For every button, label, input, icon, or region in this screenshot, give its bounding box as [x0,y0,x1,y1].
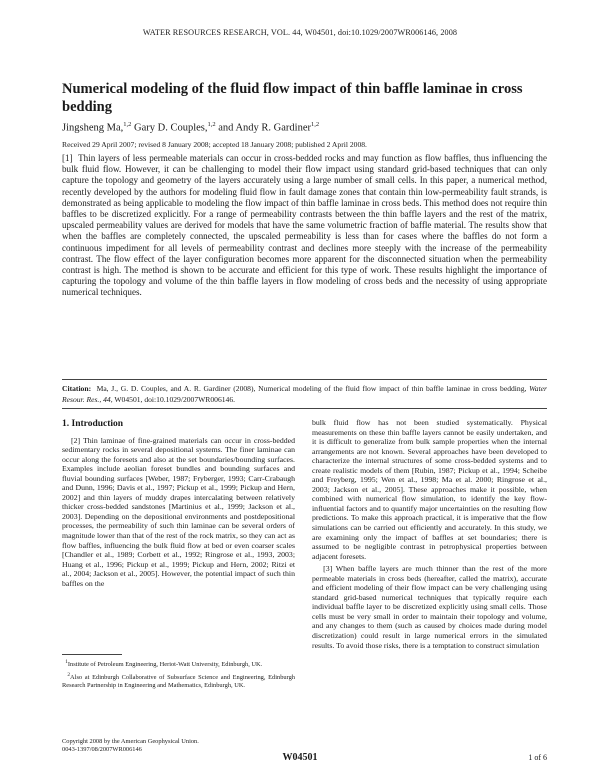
citation-rule-top [62,379,547,380]
citation-label: Citation: [62,384,92,393]
section-heading: 1. Introduction [62,419,124,429]
author-affiliation: 1,2 [123,121,132,128]
author-affiliation: 1,2 [310,121,320,128]
body-paragraph [62,436,295,589]
footnote-text: Also at Edinburgh Collaborative of Subsurface Science and Engineering, Edinburgh Research Partnership in Engineering and Mathematics, Edinburgh, UK. [62,674,296,690]
paragraph-text: When baffle layers are much thinner than the rest of the more permeable materials in cross beds (hereafter, called the matrix), accurate and efficient modeling of their flow impact can be very challenging using standard grid-based numerical techniques that typically require each individual baffle layer to be discretized explicitly using small cells. Those cells must be very small in order to maintain their topology and volume, and any changes to them (such as caused by choices made during model discretization) could result in large numerical errors in the simulated results. To avoid those risks, there is a temptation to construct simulation [312,564,547,650]
page-of: 1 of 6 [528,753,547,762]
body-paragraph: bulk fluid flow has not been studied systematically. Physical measurements on these thin baffle layers cannot be easily undertaken, and it is difficult to generalize from bulk sample properties when the internal arrangements are not known. Several approaches have been developed to characterize the internal structures of some cross-bedded systems and to create realistic models of them [Rubin, 1987; Pickup et al., 1994; Scheibe and Freyberg, 1995; Wen et al., 1998; Ma et al. 2000; Ringrose et al., 2003; Jackson et al., 2005]. These approaches make it possible, when combined with numerical flow simulation, to identify the key flow-influential factors and to quantify major uncertainties on the resulting flow predictions. To make this approach practical, it is imperative that the flow simulations can be carried out efficiently and accurately. In this study, we are examining only the impact of baffles at set boundaries; there is assumed to be negligible contrast in petrophysical properties between adjacent foresets. [312,418,547,561]
citation [62,384,547,405]
paragraph-text: Thin laminae of fine-grained materials can occur in cross-bedded sedimentary rocks in several depositional systems. The finer laminae can occur along the foresets and also at the set boundaries/bounding surfaces. Examples include aeolian foreset bundles and bounding surfaces and fluvial bounding surfaces [Weber, 1987; Fryberger, 1993; Carr-Crabaugh and Dunn, 1996; Davis et al., 1997; Pickup et al., 1999; Pickup and Hern, 2002] and thin layers of muddy drapes intercalating between relatively thicker cross-bedded sandstones [Martinius et al., 1999; Jackson et al., 2003]. Depending on the depositional environments and postdepositional processes, the permeability of such thin laminae can be several orders of magnitude lower than that of the rest of the rock matrix, so they can act as flow baffles, influencing the bulk fluid flow at bed or even coarser scales [Chandler et al., 1989; Corbett et al., 1992; Ringrose et al., 1993, 2003; Huang et al., 1996; Pickup et al., 1999; Pickup and Hern, 2002; Ritzi et al., 2004; Jackson et al., 2005]. However, the potential impact of such thin baffles on the [62,435,295,588]
issn-line: 0043-1397/08/2007WR006146 [62,746,142,753]
footnote-text: Institute of Petroleum Engineering, Heriot-Watt University, Edinburgh, UK. [67,661,263,669]
paragraph-label: [3] [323,564,333,574]
paragraph-label: [2] [71,435,81,445]
citation-tail: W04501, doi:10.1029/2007WR006146. [114,394,236,404]
footnote-rule [62,654,122,655]
running-head: WATER RESOURCES RESEARCH, VOL. 44, W04501, doi:10.1029/2007WR006146, 2008 [142,28,458,37]
abstract-text: Thin layers of less permeable materials can occur in cross-bedded rocks and may function as flow baffles, thus influencing the bulk fluid flow. However, it can be challenging to model their flow impact using standard grid-based techniques that can only capture the topology and geometry of the layers accurately using a large number of small cells. In this paper, a numerical method, recently developed by the authors for modeling fluid flow in fault damage zones that contain thin low-permeability fault strands, is demonstrated as being applicable to modeling the flow impact of thin baffle laminae in cross beds. This method does not require thin baffles to be discretized explicitly. For a range of permeability contrasts between the thin baffle layers and the rest of the matrix, upscaled permeability values are derived for models that have the same volumetric fraction of baffle material. The results show that when the baffles are completely connected, the upscaled permeability is less than for cases where the baffles do not form a continuous impediment for all levels of permeability contrast and declines more steeply with the increase of the permeability contrast. The flow effect of the layer configuration becomes more apparent for the disconnected situation when the permeability contrast is high. The method is shown to be accurate and efficient for this type of work. These results highlight the importance of capturing the topology and volume of the thin baffle layers in flow modeling of cross beds and the necessity of using appropriate numerical techniques. [62,153,547,298]
citation-journal: Water Resour. Res., 44, [62,384,548,404]
right-column [312,418,547,650]
author-name: Jingsheng Ma, [62,122,124,134]
abstract-label: [1] [62,153,73,163]
footnote [62,671,295,690]
author-affiliation: 1,2 [207,121,216,128]
article-id: W04501 [282,752,318,763]
copyright-line: Copyright 2008 by the American Geophysical Union. [62,738,199,745]
paper-title: Numerical modeling of the fluid flow impact of thin baffle laminae in cross bedding [62,81,523,115]
author-name: Gary D. Couples, [131,122,208,134]
footnote-mark: 1 [65,659,68,665]
citation-rule-bottom [62,408,547,409]
citation-text: Ma, J., G. D. Couples, and A. R. Gardiner (2008), Numerical modeling of the fluid flow impact of thin baffle laminae in cross bedding, [96,384,527,393]
received-dates: Received 29 April 2007; revised 8 January 2008; accepted 18 January 2008; published 2 April 2008. [62,140,367,149]
footnotes [62,658,295,692]
author-name: and Andy R. Gardiner [215,122,311,134]
footnote [62,658,295,669]
left-column [62,418,295,588]
author-line [62,121,542,134]
abstract [62,153,547,299]
body-paragraph [312,564,547,650]
footnote-mark: 2 [67,672,71,679]
